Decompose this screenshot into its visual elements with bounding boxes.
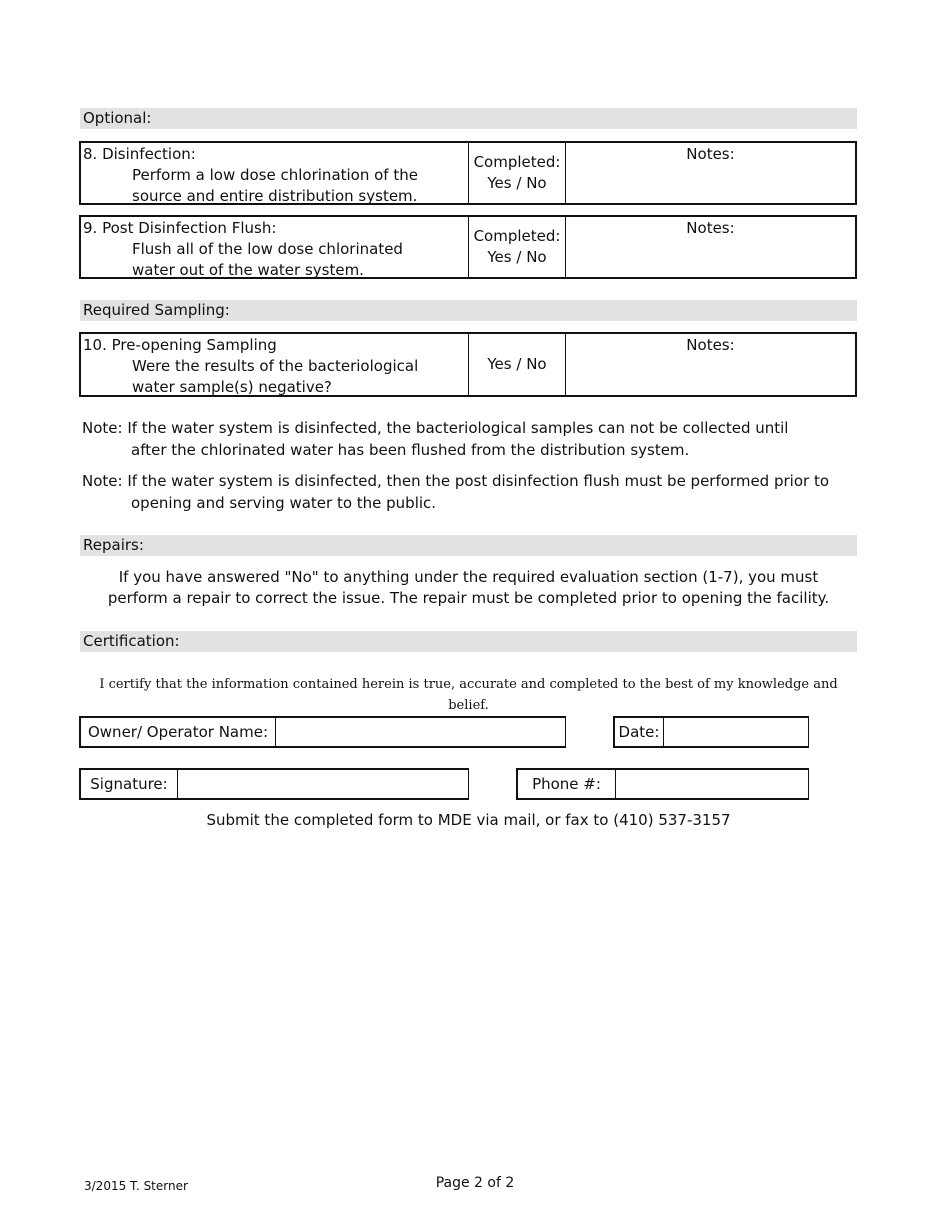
signature-label: Signature: (81, 770, 178, 798)
completed-yes-no[interactable] (469, 143, 566, 203)
item-line: Flush all of the low dose chlorinated (132, 240, 403, 258)
notes-label: Notes: (686, 336, 735, 354)
yes-no-label: Yes / No (487, 355, 547, 373)
date-input[interactable] (664, 718, 808, 746)
notes-label: Notes: (686, 219, 735, 237)
date-field (613, 716, 809, 748)
completed-yes-no[interactable] (469, 217, 566, 277)
certification-statement: I certify that the information contained herein is true, accurate and completed to the best of my knowledge and belief. (99, 677, 838, 713)
repairs-line: If you have answered "No" to anything under the required evaluation section (1-7), you must (118, 568, 819, 586)
signature-input[interactable] (178, 770, 468, 798)
note-line: after the chlorinated water has been flushed from the distribution system. (131, 441, 690, 459)
submit-instructions: Submit the completed form to MDE via mail, or fax to (410) 537-3157 (206, 811, 731, 829)
note-flush (82, 470, 862, 514)
item-disinfection (79, 141, 857, 205)
item-description (81, 217, 469, 277)
repairs-line: perform a repair to correct the issue. The repair must be completed prior to opening the facility. (107, 589, 830, 607)
item-description (81, 143, 469, 203)
date-label: Date: (615, 718, 664, 746)
owner-operator-name-label: Owner/ Operator Name: (81, 718, 276, 746)
section-header-repairs: Repairs: (80, 535, 857, 556)
item-line: water out of the water system. (132, 261, 364, 279)
completed-label: Completed: (473, 227, 561, 245)
note-samples (82, 417, 862, 461)
note-line: Note: If the water system is disinfected, the bacteriological samples can not be collected until (82, 419, 789, 437)
page-number: Page 2 of 2 (435, 1175, 515, 1191)
footer-revision: 3/2015 T. Sterner (84, 1179, 188, 1193)
completed-label: Completed: (473, 153, 561, 171)
item-description (81, 334, 469, 395)
section-header-required-sampling: Required Sampling: (80, 300, 857, 321)
notes-label: Notes: (686, 145, 735, 163)
item-line: Perform a low dose chlorination of the (132, 166, 418, 184)
item-title: 8. Disinfection: (83, 145, 196, 163)
yes-no-label: Yes / No (487, 174, 547, 192)
phone-input[interactable] (616, 770, 808, 798)
repairs-text (80, 567, 857, 609)
item-line: water sample(s) negative? (132, 378, 332, 396)
yes-no-label: Yes / No (487, 248, 547, 266)
item-line: Were the results of the bacteriological (132, 357, 419, 375)
phone-field (516, 768, 809, 800)
section-header-optional: Optional: (80, 108, 857, 129)
notes-cell[interactable] (566, 143, 855, 203)
note-line: Note: If the water system is disinfected, then the post disinfection flush must be performed prior to (82, 472, 829, 490)
notes-cell[interactable] (566, 217, 855, 277)
owner-operator-name-field (79, 716, 566, 748)
item-title: 10. Pre-opening Sampling (83, 336, 277, 354)
item-post-disinfection-flush (79, 215, 857, 279)
item-pre-opening-sampling (79, 332, 857, 397)
phone-label: Phone #: (518, 770, 616, 798)
note-line: opening and serving water to the public. (131, 494, 437, 512)
item-title: 9. Post Disinfection Flush: (83, 219, 277, 237)
signature-field (79, 768, 469, 800)
owner-operator-name-input[interactable] (276, 718, 565, 746)
section-header-certification: Certification: (80, 631, 857, 652)
yes-no-cell[interactable] (469, 334, 566, 395)
notes-cell[interactable] (566, 334, 855, 395)
item-line: source and entire distribution system. (132, 187, 418, 205)
